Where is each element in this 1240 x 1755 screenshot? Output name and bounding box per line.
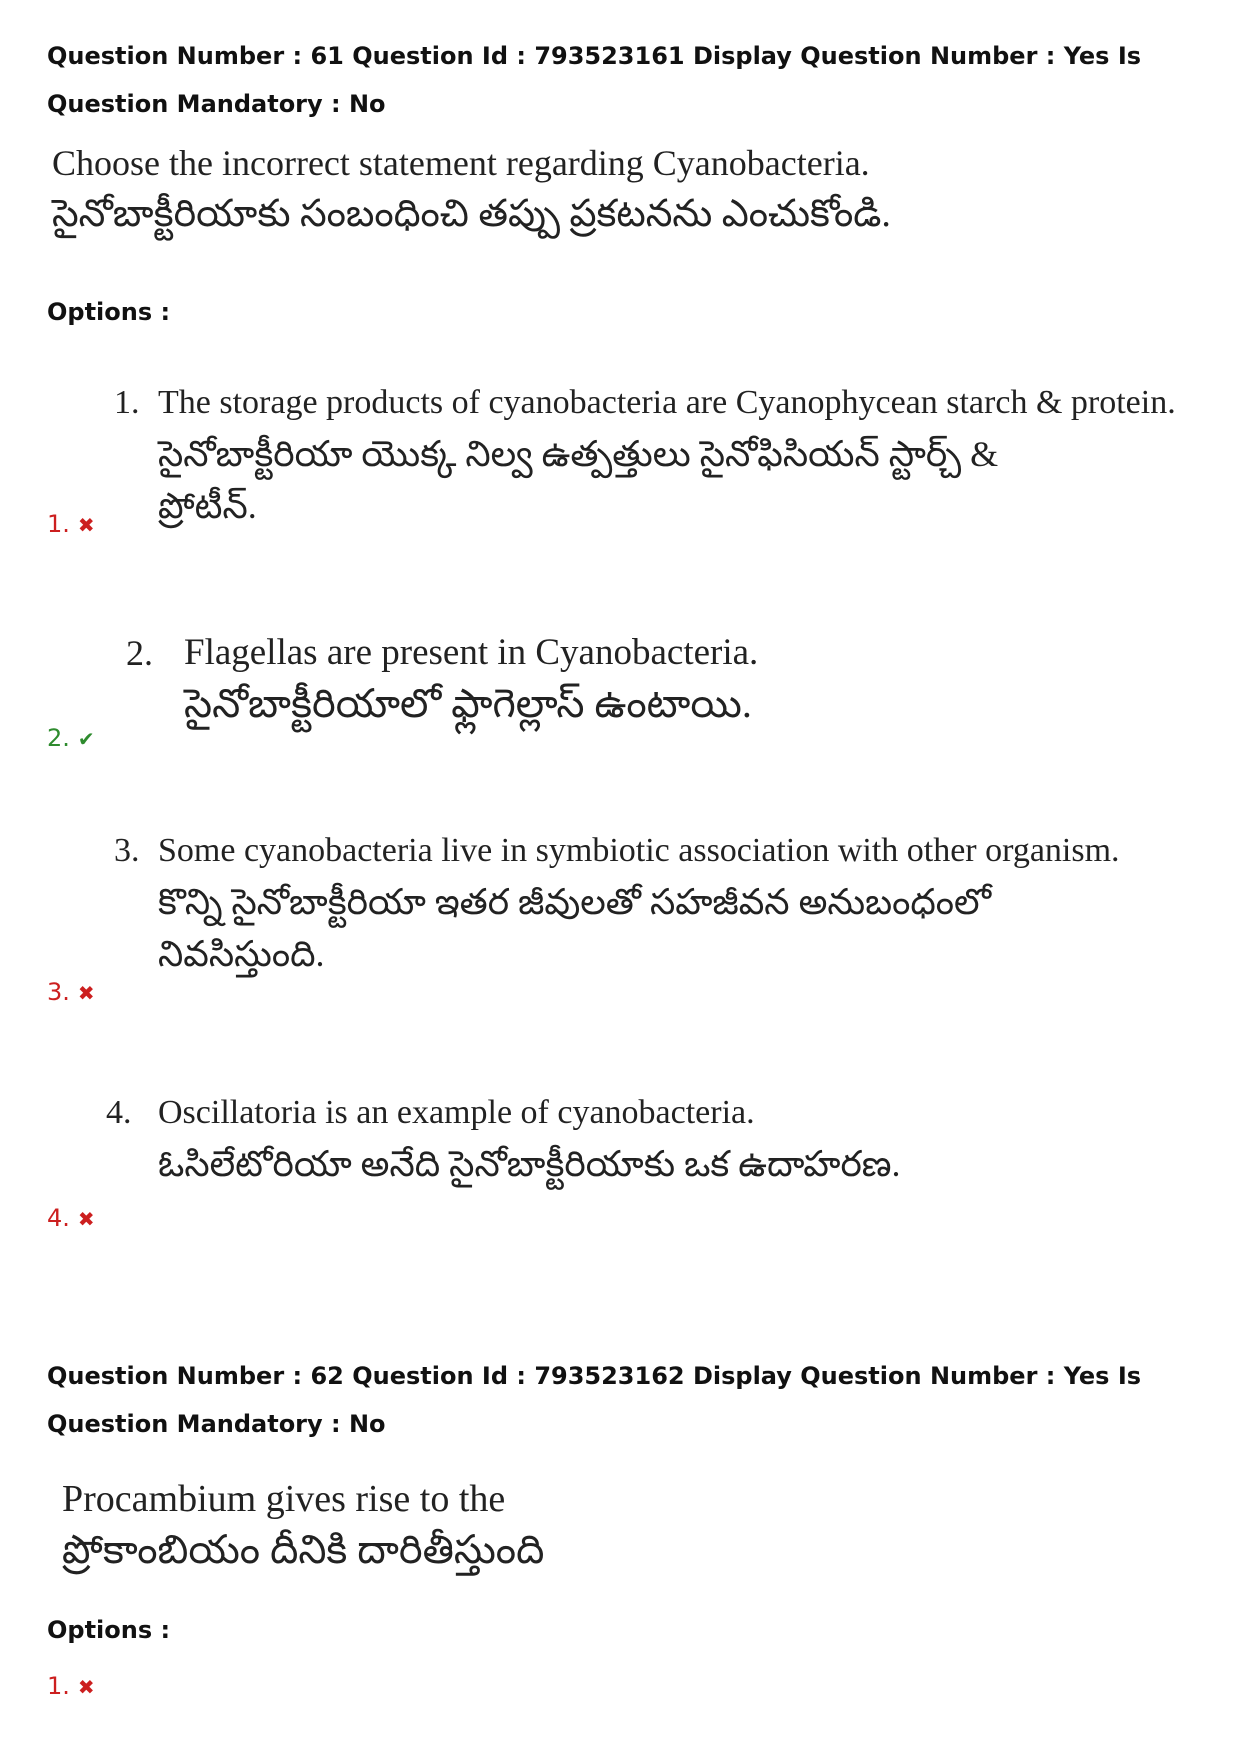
option-marker <box>47 1204 95 1232</box>
option-marker <box>47 978 95 1006</box>
options-label: Options : <box>47 1616 171 1644</box>
cross-icon: ✖ <box>77 981 95 1005</box>
question-text-telugu: ప్రోకాంబియం దీనికి దారితీస్తుంది <box>62 1527 545 1572</box>
question-text-english: Procambium gives rise to the <box>62 1478 506 1520</box>
option-marker-label: 3. <box>47 978 70 1006</box>
option-marker-label: 1. <box>47 510 70 538</box>
cross-icon: ✖ <box>77 1207 95 1231</box>
check-icon: ✔ <box>77 727 95 751</box>
option-text-telugu: సైనోబాక్టీరియాలో ఫ్లాగెల్లాస్ ఉంటాయి. <box>184 681 752 726</box>
option-number: 1. <box>114 384 140 421</box>
option-text-english: Some cyanobacteria live in symbiotic association with other organism. <box>158 832 1120 869</box>
option-marker <box>47 724 95 752</box>
option-text-telugu: ఓసిలేటోరియా అనేది సైనోబాక్టీరియాకు ఒక ఉదాహరణ. <box>158 1144 901 1184</box>
option-text-english: The storage products of cyanobacteria are Cyanophycean starch & protein. <box>158 384 1176 421</box>
option-number: 2. <box>126 633 153 673</box>
option-text-telugu: ప్రోటీన్. <box>158 486 257 526</box>
option-text-english: Oscillatoria is an example of cyanobacteria. <box>158 1094 755 1131</box>
question-text-english: Choose the incorrect statement regarding Cyanobacteria. <box>52 143 870 183</box>
question-text <box>62 1474 544 1576</box>
cross-icon: ✖ <box>77 1675 95 1699</box>
option-number: 3. <box>114 832 140 869</box>
options-label: Options : <box>47 298 171 326</box>
cross-icon: ✖ <box>77 513 95 537</box>
option-marker-label: 1. <box>47 1672 70 1700</box>
option-marker <box>47 510 95 538</box>
option-marker-label: 4. <box>47 1204 70 1232</box>
question-text <box>52 138 891 240</box>
option-marker-label: 2. <box>47 724 70 752</box>
option-marker <box>47 1672 95 1700</box>
option-text-telugu: నివసిస్తుంది. <box>158 934 325 974</box>
question-text-telugu: సైనోబాక్టీరియాకు సంబంధించి తప్పు ప్రకటనను ఎంచుకోండి. <box>52 193 891 235</box>
question-header: Question Number : 62 Question Id : 793523162 Display Question Number : Yes Is Question Mandatory : No <box>47 1362 1142 1438</box>
option-number: 4. <box>106 1094 132 1131</box>
option-text-english: Flagellas are present in Cyanobacteria. <box>184 632 759 673</box>
option-text-telugu: కొన్ని సైనోబాక్టీరియా ఇతర జీవులతో సహజీవన అనుబంధంలో <box>158 882 992 922</box>
option-text-telugu: సైనోబాక్టీరియా యొక్క నిల్వ ఉత్పత్తులు సైనోఫిసియన్ స్టార్చ్ & <box>158 434 999 474</box>
question-header: Question Number : 61 Question Id : 793523161 Display Question Number : Yes Is Question Mandatory : No <box>47 42 1142 118</box>
